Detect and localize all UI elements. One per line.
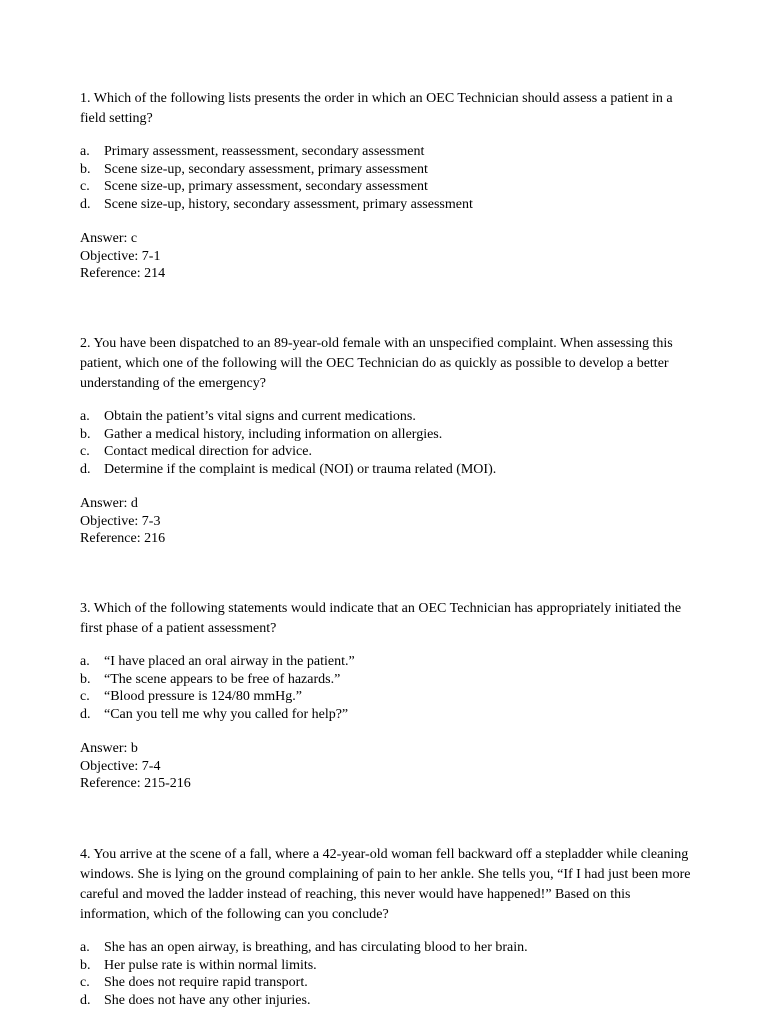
- option-text: Scene size-up, secondary assessment, primary assessment: [104, 162, 428, 177]
- answer-options: [80, 143, 695, 213]
- option-c: [80, 178, 695, 196]
- question-3: [80, 599, 695, 793]
- option-text: Her pulse rate is within normal limits.: [104, 958, 317, 973]
- option-letter: c.: [80, 443, 100, 461]
- option-d: [80, 992, 695, 1009]
- option-text: Scene size-up, history, secondary assessment, primary assessment: [104, 197, 473, 212]
- question-text: 1. Which of the following lists presents the order in which an OEC Technician should assess a patient in a field setting?: [80, 89, 695, 129]
- option-b: [80, 671, 695, 689]
- option-b: [80, 957, 695, 975]
- option-text: Obtain the patient’s vital signs and current medications.: [104, 409, 416, 424]
- option-b: [80, 426, 695, 444]
- option-text: Scene size-up, primary assessment, secondary assessment: [104, 179, 428, 194]
- option-d: [80, 461, 695, 479]
- option-letter: a.: [80, 653, 100, 671]
- option-text: “Blood pressure is 124/80 mmHg.”: [104, 689, 302, 704]
- objective-line: Objective: 7-4: [80, 758, 695, 776]
- question-1: [80, 89, 695, 283]
- option-d: [80, 706, 695, 724]
- option-letter: b.: [80, 426, 100, 444]
- reference-line: Reference: 214: [80, 265, 695, 283]
- question-text: 4. You arrive at the scene of a fall, where a 42-year-old woman fell backward off a stepladder while cleaning windows. She is lying on the ground complaining of pain to her ankle. She tells you, “If I had just been more careful and moved the ladder instead of reaching, this never would have happened!” Based on this information, which of the following can you conclude?: [80, 845, 695, 925]
- answer-line: Answer: c: [80, 230, 695, 248]
- option-text: She does not require rapid transport.: [104, 975, 308, 990]
- option-text: Contact medical direction for advice.: [104, 444, 312, 459]
- option-text: Determine if the complaint is medical (NOI) or trauma related (MOI).: [104, 462, 496, 477]
- answer-meta: [80, 230, 695, 283]
- option-d: [80, 196, 695, 214]
- question-2: [80, 334, 695, 548]
- option-letter: a.: [80, 408, 100, 426]
- option-text: She does not have any other injuries.: [104, 993, 310, 1008]
- answer-meta: [80, 495, 695, 548]
- reference-line: Reference: 216: [80, 530, 695, 548]
- option-a: [80, 653, 695, 671]
- question-text: 2. You have been dispatched to an 89-year-old female with an unspecified complaint. When assessing this patient, which one of the following will the OEC Technician do as quickly as possible to develop a better understanding of the emergency?: [80, 334, 695, 394]
- option-a: [80, 408, 695, 426]
- option-letter: a.: [80, 939, 100, 957]
- answer-options: [80, 408, 695, 478]
- option-letter: d.: [80, 196, 100, 214]
- option-c: [80, 974, 695, 992]
- option-letter: d.: [80, 461, 100, 479]
- option-b: [80, 161, 695, 179]
- option-c: [80, 688, 695, 706]
- option-letter: b.: [80, 957, 100, 975]
- option-letter: c.: [80, 688, 100, 706]
- option-text: “I have placed an oral airway in the patient.”: [104, 654, 355, 669]
- option-c: [80, 443, 695, 461]
- answer-line: Answer: b: [80, 740, 695, 758]
- answer-options: [80, 939, 695, 1009]
- option-a: [80, 939, 695, 957]
- option-letter: a.: [80, 143, 100, 161]
- option-text: “Can you tell me why you called for help?”: [104, 707, 348, 722]
- objective-line: Objective: 7-1: [80, 248, 695, 266]
- question-text: 3. Which of the following statements would indicate that an OEC Technician has appropriately initiated the first phase of a patient assessment?: [80, 599, 695, 639]
- option-text: Gather a medical history, including information on allergies.: [104, 427, 442, 442]
- option-letter: b.: [80, 671, 100, 689]
- option-letter: c.: [80, 974, 100, 992]
- option-letter: b.: [80, 161, 100, 179]
- option-letter: c.: [80, 178, 100, 196]
- option-letter: d.: [80, 992, 100, 1009]
- question-4: [80, 845, 695, 1009]
- option-a: [80, 143, 695, 161]
- reference-line: Reference: 215-216: [80, 775, 695, 793]
- answer-meta: [80, 740, 695, 793]
- objective-line: Objective: 7-3: [80, 513, 695, 531]
- answer-options: [80, 653, 695, 723]
- answer-line: Answer: d: [80, 495, 695, 513]
- option-text: “The scene appears to be free of hazards.”: [104, 672, 340, 687]
- option-text: Primary assessment, reassessment, secondary assessment: [104, 144, 424, 159]
- option-letter: d.: [80, 706, 100, 724]
- option-text: She has an open airway, is breathing, and has circulating blood to her brain.: [104, 940, 528, 955]
